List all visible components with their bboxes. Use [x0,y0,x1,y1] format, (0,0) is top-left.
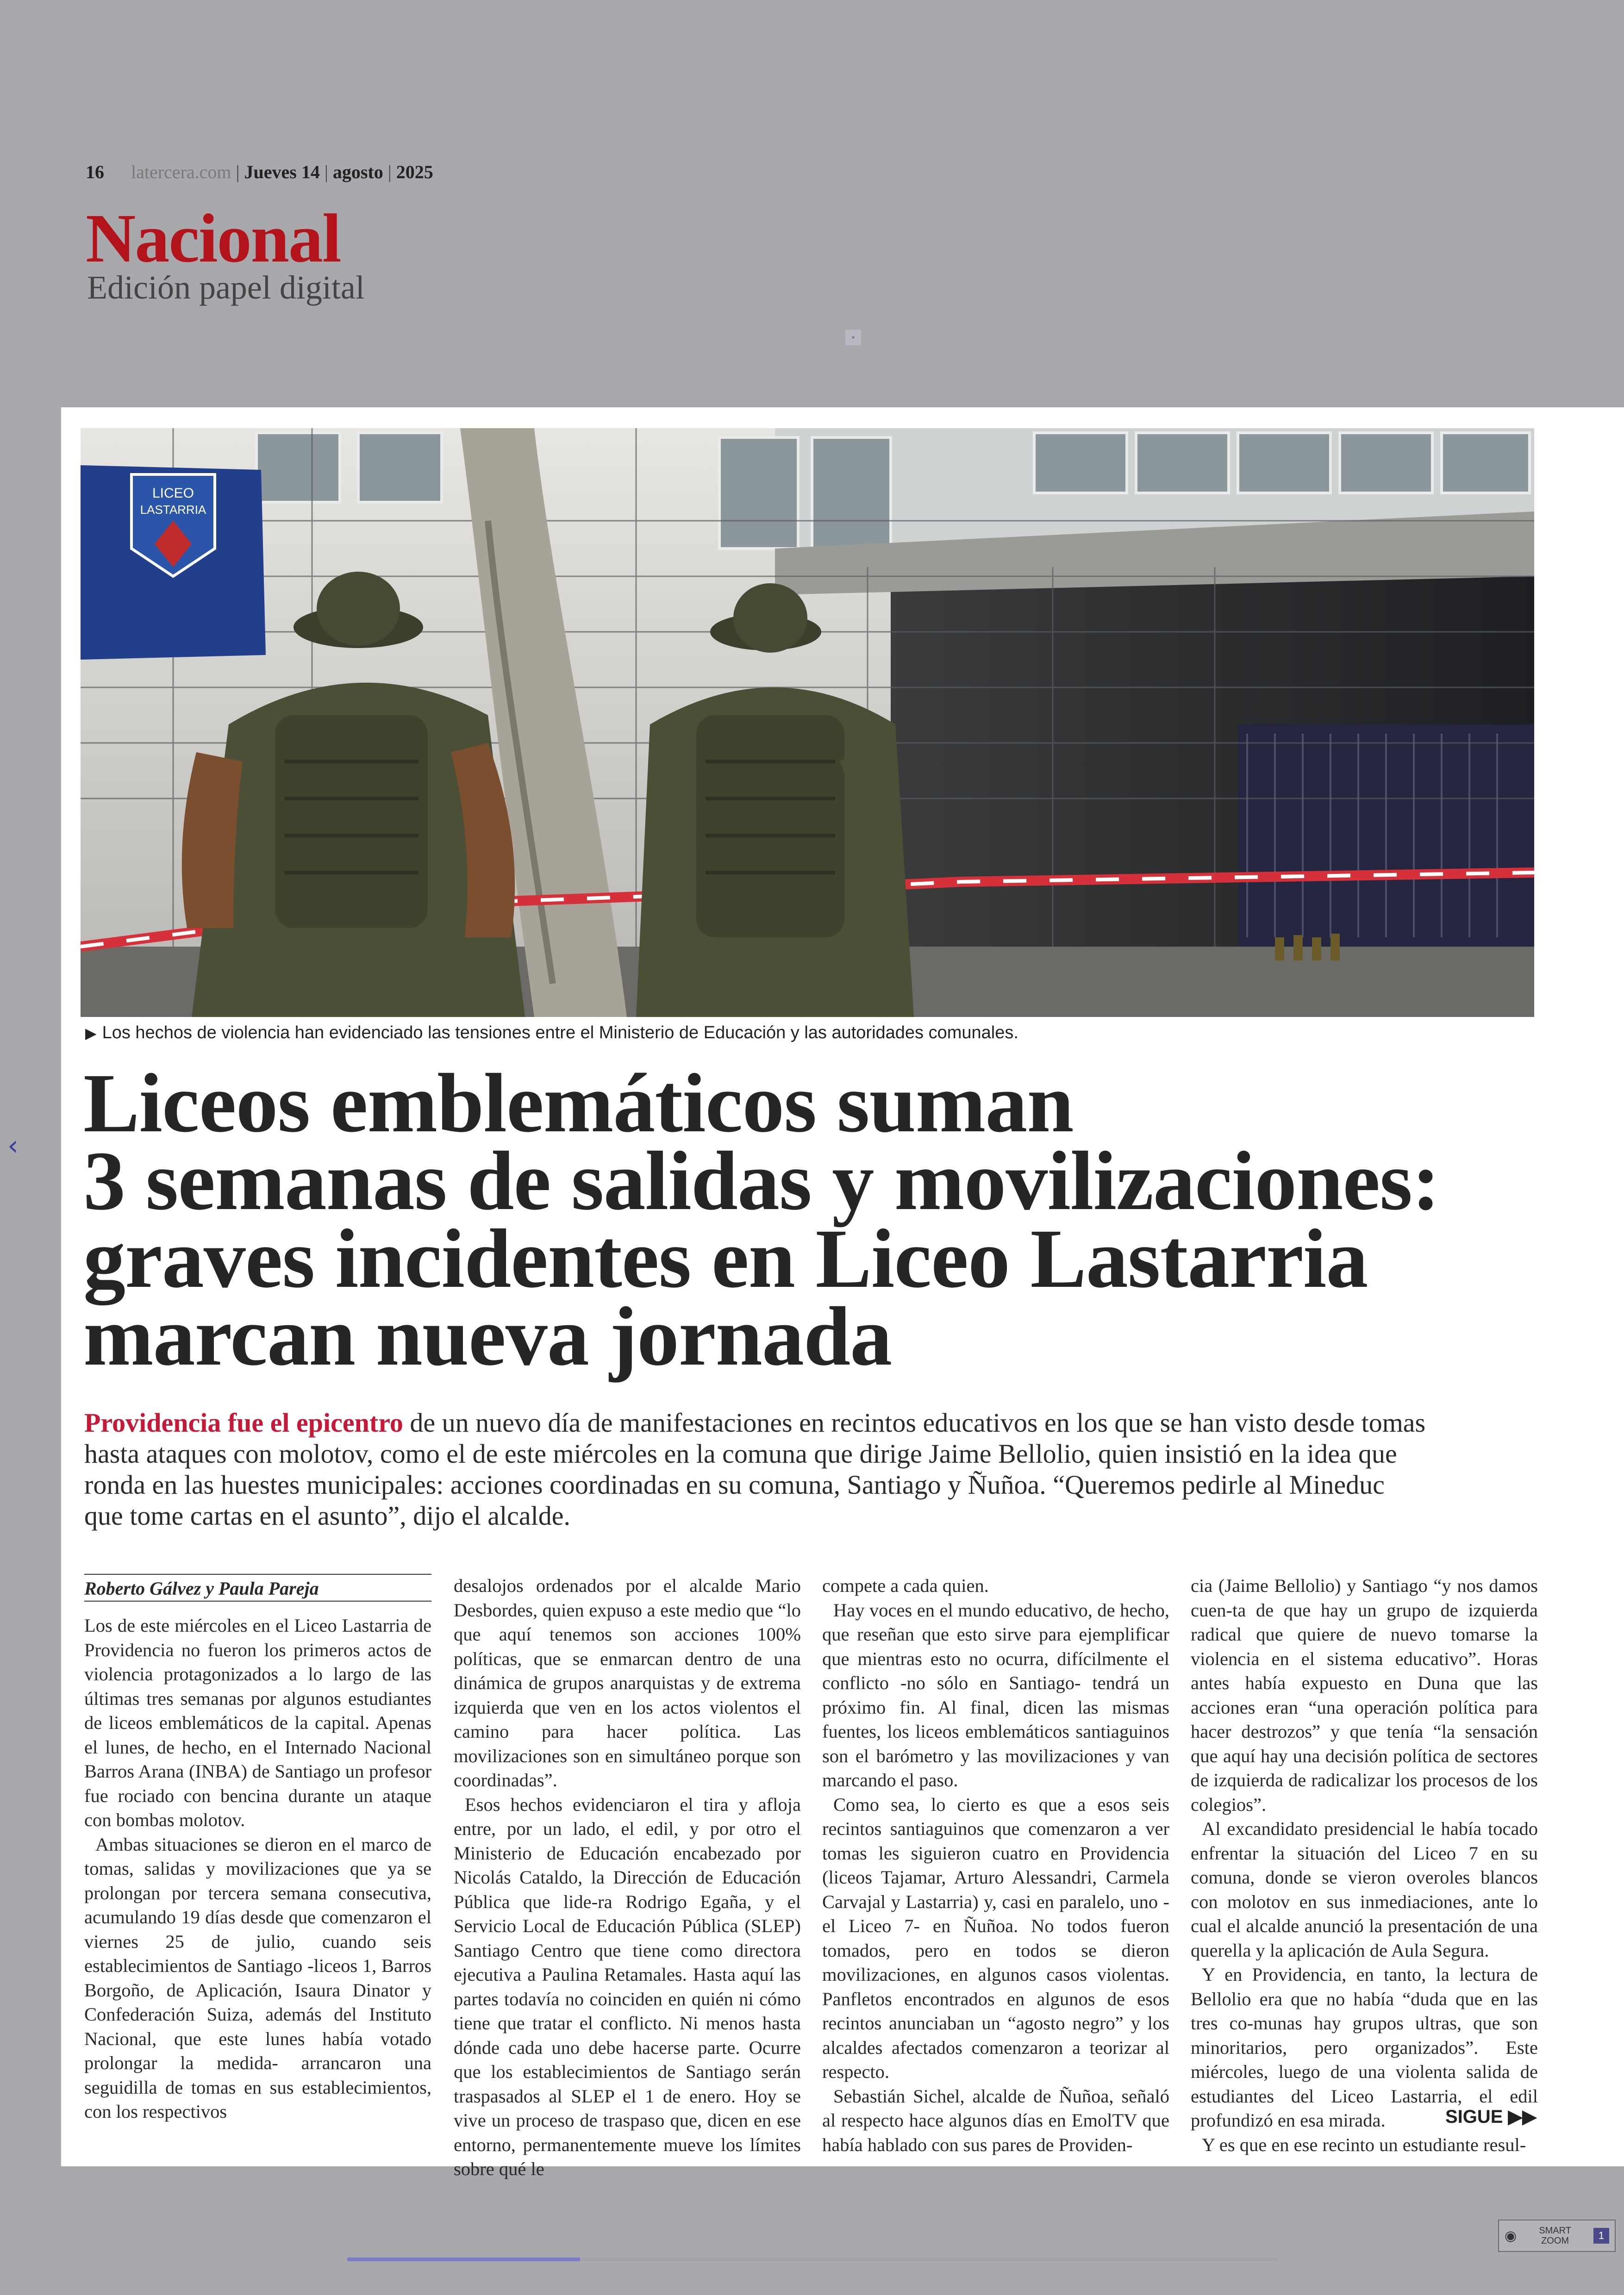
newspaper-page [61,407,1624,2179]
photo-caption [85,1023,1018,1043]
paragraph: Como sea, lo cierto es que a esos seis recintos santiaguinos que comenzaron a ver tomas les siguieron cuatro en Providencia (liceos Tajamar, Arturo Alessandri, Carmela Carvajal y Lastarria) y, casi en paralelo, uno -el Liceo 7- en Ñuñoa. No todos fueron tomados, pero en todos se dieron movilizaciones, en algunos casos violentas. Panfletos encontrados en algunos de esos recintos anunciaban un “agosto negro” y los alcaldes afectados comenzaron a teorizar al respecto. [822,1794,1169,2082]
paragraph: Y es que en ese recinto un estudiante resul- [1202,2134,1526,2155]
article-column-3 [822,1574,1169,2157]
page-header-meta: 16 latercera.com | Jueves 14 | agosto | 2025 [86,162,433,182]
page-badge: 1 [1593,2228,1609,2244]
caption-text: Los hechos de violencia han evidenciado las tensiones entre el Ministerio de Educación y las autoridades comunales. [102,1023,1018,1042]
previous-page-arrow-icon[interactable]: ‹ [7,1129,19,1162]
paragraph: Ambas situaciones se dieron en el marco de tomas, salidas y movilizaciones que ya se prolongan por tercera semana consecutiva, acumulando 19 días desde que comenzaron el viernes 25 de julio, cuando seis establecimientos de Santiago -liceos 1, Barros Borgoño, de Aplicación, Isaura Dinator y Confederación Suiza, además del Instituto Nacional, que este lunes había votado prolongar la medida- arrancaron una seguidilla de tomas en sus establecimientos, con los respectivos [84,1834,431,2122]
article-headline [83,1057,1518,1383]
headline-line: graves incidentes en Liceo Lastarria [83,1212,1368,1305]
caption-triangle-icon: ▶ [85,1025,97,1041]
paragraph: Y en Providencia, en tanto, la lectura de Bellolio era que no había “duda que en las tres co-munas hay grupos ultras, que son minoritarios, pero organizados”. Este miércoles, luego de una violenta salida de estudiantes del Liceo Lastarria, el edil profundizó en esa mirada. [1191,1964,1538,2131]
section-title: Nacional [86,200,341,277]
article-photo [81,428,1534,1017]
headline-line: marcan nueva jornada [83,1290,892,1383]
edition-subtitle: Edición papel digital [87,269,365,306]
byline: Roberto Gálvez y Paula Pareja [84,1574,431,1602]
page-number: 16 [86,162,104,182]
lead-highlight: Providencia fue el epicentro [84,1408,403,1438]
paragraph: cia (Jaime Bellolio) y Santiago “y nos damos cuen-ta de que hay un grupo de izquierda radical que quiere de nuevo tomarse la violencia en el sistema educativo”. Horas antes había expuesto en Duna que las acciones eran “una operación política para hacer destrozos” y que tenía “la sensación que aquí hay una decisión política de sectores de izquierda de radicalizar los procesos de los colegios”. [1191,1575,1538,1815]
paragraph: Al excandidato presidencial le había tocado enfrentar la situación del Liceo 7 en su comuna, donde se vieron overoles blancos con molotov en sus inmediaciones, ante lo cual el alcalde anunció la presentación de una querella y la aplicación de Aula Segura. [1191,1818,1538,1961]
header-year: 2025 [396,162,433,182]
paragraph: compete a cada quien. [822,1575,989,1596]
sign-text-line1: LICEO [152,486,194,501]
lead-text: de un nuevo día de manifestaciones en recintos educativos en los que se han visto desde tomas hasta ataques con molotov, como el de este miércoles en la comuna que dirige Jaime Bellolio, quien insistió en la idea que ronda en las huestes municipales: acciones coordinadas en su comuna, Santiago y Ñuñoa. “Queremos pedirle al Mineduc que tome cartas en el asunto”, dijo el alcalde. [84,1408,1426,1531]
article-lead [84,1407,1427,1531]
paragraph: desalojos ordenados por el alcalde Mario Desbordes, quien expuso a este medio que “lo que aquí tenemos son acciones 100% políticas, que se enmarcan dentro de una dinámica de grupos anarquistas y de extrema izquierda que ven en los actos violentos el camino para hacer política. Las movilizaciones son en simultáneo porque son coordinadas”. [454,1575,801,1790]
article-column-2 [454,1574,801,2182]
continue-label[interactable]: SIGUE ▶▶ [1445,2107,1537,2127]
smart-zoom-button[interactable] [1498,2220,1616,2252]
headline-line: 3 semanas de salidas y movilizaciones: [83,1135,1440,1228]
paragraph: Los de este miércoles en el Liceo Lastarria de Providencia no fueron los primeros actos de violencia protagonizados a lo largo de las últimas tres semanas por algunos estudiantes de liceos emblemáticos de la capital. Apenas el lunes, de hecho, en el Internado Nacional Barros Arana (INBA) de Santiago un profesor fue rociado con bencina durante un ataque con bombas molotov. [84,1615,431,1830]
header-month: agosto [332,162,383,182]
page-progress-fill [347,2258,580,2261]
page-marker-icon[interactable]: ▪ [845,330,861,345]
site-name: latercera.com [131,162,231,182]
paragraph: Hay voces en el mundo educativo, de hecho, que reseñan que esto sirve para ejemplificar que mientras esto no ocurra, difícilmente el conflicto -no sólo en Santiago- tendrá un próximo fin. Al final, dicen las mismas fuentes, los liceos emblemáticos santiaguinos son el barómetro y las movilizaciones y van marcando el paso. [822,1599,1169,1790]
paragraph: Esos hechos evidenciaron el tira y afloja entre, por un lado, el edil, y por otro el Ministerio de Educación encabezado por Nicolás Cataldo, la Dirección de Educación Pública que lide-ra Rodrigo Egaña, y el Servicio Local de Educación Pública (SLEP) Santiago Centro que tiene como directora ejecutiva a Paulina Retamales. Hasta aquí las partes todavía no coinciden en quién ni cómo tiene que tratar el conflicto. Ni menos hasta dónde cada uno debe hacerse parte. Ocurre que los establecimientos de Santiago serán traspasados al SLEP el 1 de enero. Hoy se vive un proceso de traspaso que, dicen en ese entorno, permanentemente mueve los límites sobre qué le [454,1794,801,2179]
headline-line: Liceos emblemáticos suman [83,1057,1074,1150]
article-column-4 [1191,1574,1538,2157]
header-day: Jueves 14 [244,162,320,182]
paragraph: Sebastián Sichel, alcalde de Ñuñoa, señaló al respecto hace algunos días en EmolTV que había hablado con sus pares de Providen- [822,2085,1169,2155]
article-column-1 [84,1574,431,2124]
smart-zoom-label: SMART ZOOM [1539,2226,1571,2246]
sign-text-line2: LASTARRIA [140,503,206,517]
eye-icon: ◉ [1505,2228,1517,2244]
